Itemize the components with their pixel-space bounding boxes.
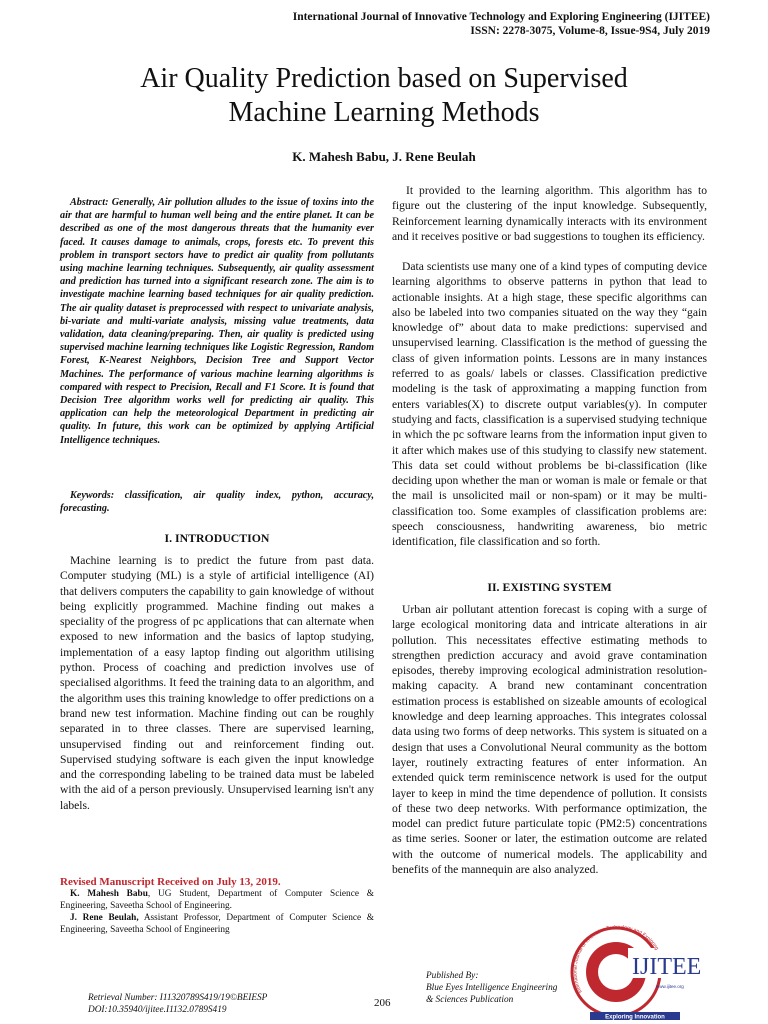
section-heading-introduction: I. INTRODUCTION [164,531,270,545]
footnote-author-2-name: J. Rene Beulah, [70,913,139,923]
title-line-2: Machine Learning Methods [228,97,540,128]
right-paragraph-1: It provided to the learning algorithm. This algorithm has to figure out the clustering of the input knowledge. Subsequently, Reinforcement learning dynamically interacts with its environment and it receives positive or bad suggestions to toughen its efficiency. [392,184,707,243]
logo-arc-text: International Journal of Innovative Technology and Exploring [572,924,660,994]
footnote-author-1 [60,888,374,912]
abstract: Abstract: Generally, Air pollution alludes to the issue of toxins into the air that are harmful to human well being and the entire planet. It can be described as one of the most dangerous threats that the humanity ever faced. It causes damage to animals, crops, forests etc. To prevent this problem in transport sectors have to predict air quality from pollutants using machine learning techniques. Subsequently, air quality assessment and prediction has turned into a significant research zone. The aim is to investigate machine learning based techniques for air quality prediction. The air quality dataset is preprocessed with respect to univariate analysis, bi-variate and multi-variate analysis, missing value treatments, data validation, data cleaning/preparing. Then, air quality is predicted using supervised machine learning techniques like Logistic Regression, Random Forest, K-Nearest Neighbors, Decision Tree and Support Vector Machines. The performance of various machine learning algorithms is compared with respect to Precision, Recall and F1 Score. It is found that Decision Tree algorithm works well for predicting air quality. This application can help the meteorological Department in predicting air quality. In future, this work can be optimized by applying Artificial Intelligence techniques. [60,197,374,446]
footnote-author-2-affiliation: Assistant Professor, Department of Computer Science & Engineering, Saveetha School of Engineering [60,913,374,935]
journal-issn: ISSN: 2278-3075, Volume-8, Issue-9S4, July 2019 [470,25,710,37]
paper-title [40,62,728,130]
keywords: Keywords: classification, air quality index, python, accuracy, forecasting. [60,490,374,515]
publisher-line-1: Blue Eyes Intelligence Engineering [426,983,558,993]
footer-retrieval [88,992,267,1016]
page-number: 206 [374,997,391,1009]
right-paragraph-2: Data scientists use many one of a kind types of computing device learning algorithms to observe patterns in python that lead to actionable insights. At a high stage, these specific algorithms can also be labeled into two companies situated on the way they “gain knowledge of” about data to make predictions: supervised and unsupervised learning. Classification is the method of guessing the class of given information points. Lessons are in many instances referred to as goals/ labels or classes. Classification predictive modeling is the task of approximating a mapping function from enters variables(X) to discrete output variables(y). In computer studying and facts, classification is a supervised studying technique in which the pc software learns from the information input given to it after which makes use of this studying to classify new statement. This data set could without problems be bi-classification (like deciding upon whether the man or woman is male or female or that the mail is unsolicited mail or non-spam) or it may be multi-classification too. Some examples of classification problems are: speech consciousness, handwriting awareness, bio metric identification, file classification and so forth. [392,260,707,549]
logo-ring-text: Exploring Innovation [605,1014,665,1020]
publisher-line-2: & Sciences Publication [426,995,514,1005]
footnote-author-2 [60,912,374,936]
logo-text: IJITEE [632,954,702,980]
retrieval-number: Retrieval Number: I11320789S419/19©BEIESP [88,993,268,1003]
journal-name: International Journal of Innovative Technology and Exploring Engineering (IJITEE) [292,11,710,23]
authors: K. Mahesh Babu, J. Rene Beulah [292,149,476,164]
publisher-info [426,970,557,1006]
journal-header [110,10,710,38]
doi: DOI:10.35940/ijitee.I1132.0789S419 [88,1005,227,1015]
introduction-text: Machine learning is to predict the future from past data. Computer studying (ML) is a style of artificial intelligence (AI) that delivers computers the capability to gain knowledge of without being explicitly programmed. Machine finding out makes a speciality of the progress of pc applications that can alternate when exposed to new information and the basics of laptop studying, implementation of a easy laptop finding out algorithm utilising python. Process of coaching and prediction involves use of specialised algorithms. It feed the training data to an algorithm, and the algorithm uses this training knowledge to offer predictions on a brand new test information. Machine finding out can be roughly separated in to three classes. There are supervised learning, unsupervised finding out and reinforcement finding out. Supervised studying software is each given the input knowledge and the corresponding labeling to be trained data must be labeled with the aid of a person previously. Unsupervised learning isn't any labels. [60,554,374,812]
ijitee-logo [560,920,720,1020]
revised-manuscript-note: Revised Manuscript Received on July 13, 2019. [60,876,281,888]
footnote-author-1-affiliation: , UG Student, Department of Computer Science & Engineering, Saveetha School of Engineering. [60,889,374,911]
published-by: Published By: [426,971,479,981]
section-heading-existing-system: II. EXISTING SYSTEM [487,580,612,594]
title-line-1: Air Quality Prediction based on Supervised [140,63,628,94]
existing-system-text: Urban air pollutant attention forecast is coping with a surge of large ecological monitoring data and intricate alterations in air pollution. This necessitates effective estimating methods to strengthen prediction accuracy and avoid grave contamination episodes, thereby improving ecological administration resolution-making capacity. A brand new contaminant concentration estimation process is established on sizeable amounts of ecological knowledge and deep learning approaches. This integrates colossal data using two forms of deep networks. This system is situated on a design that uses a Convolutional Neural community as the bottom layer, routinely extracting features of enter information. An extended quick term reminiscence network is used for the output layer to keep in mind the time dependence of pollution. It consists of these two deep networks. With performance optimization, the model can predict future particulate topic (PM2:5) concentrations as time series. Sooner or later, the estimation outcome are related with the outcome of numerical models. The applicability and benefits of the mannequin are also analyzed. [392,603,707,877]
logo-url: www.ijitee.org [656,984,684,989]
footnote-author-1-name: K. Mahesh Babu [70,889,148,899]
